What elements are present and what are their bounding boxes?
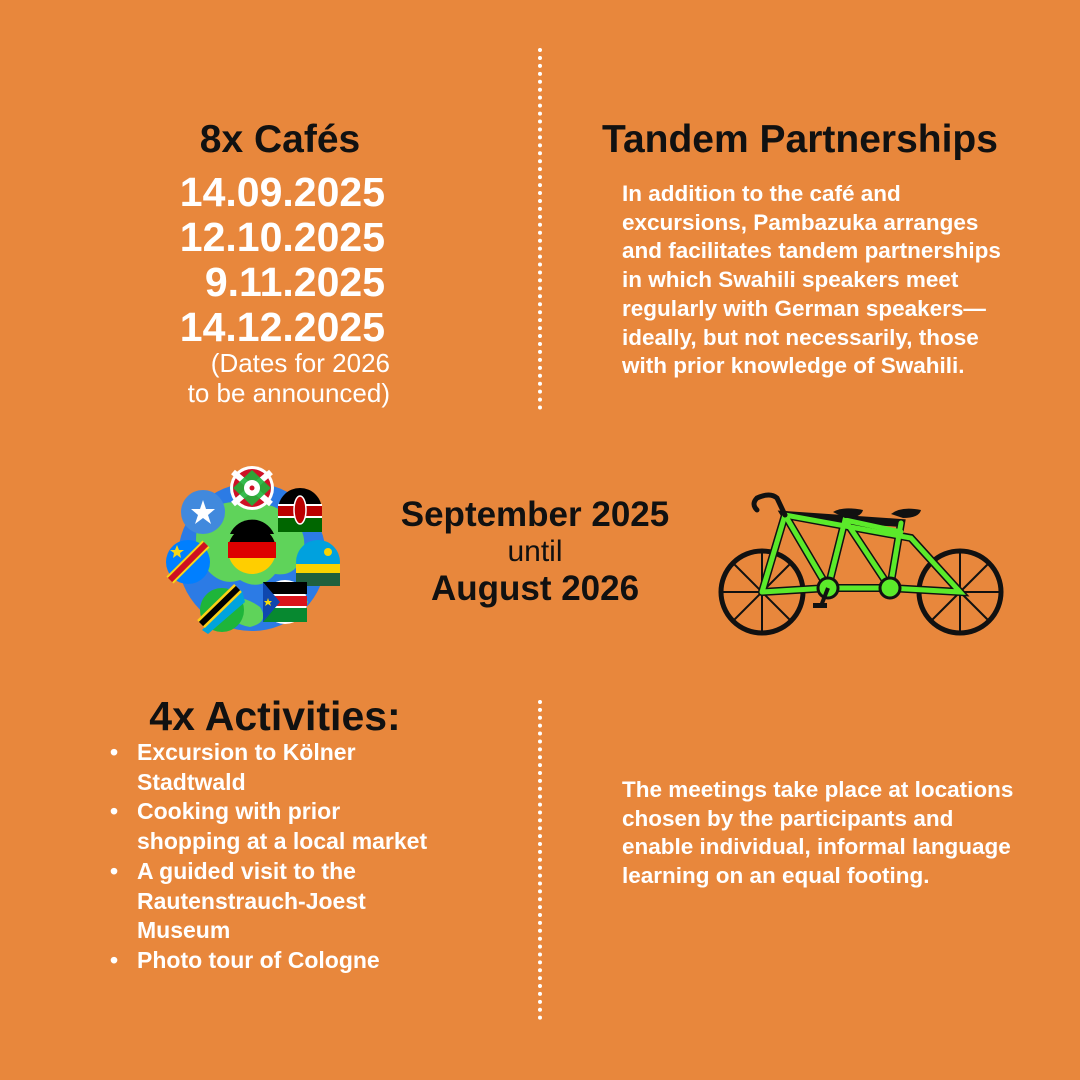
list-item: • Photo tour of Cologne [108, 946, 438, 976]
period [370, 495, 700, 609]
period-end: August 2026 [430, 569, 640, 608]
cafe-dates [100, 170, 385, 350]
top-divider [538, 48, 542, 410]
cafe-date: 14.09.2025 [179, 169, 385, 215]
meetings-description: The meetings take place at locations chosen by the participants and enable individual, informal language learning on an equal footing. [622, 777, 1014, 889]
dates-note-line: (Dates for 2026 [210, 348, 390, 378]
bottom-divider [538, 700, 542, 1020]
list-item: • A guided visit to the Rautenstrauch-Joest Museum [108, 857, 438, 946]
cafe-date: 9.11.2025 [204, 259, 385, 305]
dates-note-line: to be announced) [187, 378, 390, 408]
cafe-date: 12.10.2025 [179, 214, 385, 260]
tandem-title: Tandem Partnerships [602, 118, 998, 161]
dates-note [100, 348, 390, 408]
activities-title: 4x Activities: [149, 693, 401, 739]
cafe-date: 14.12.2025 [179, 304, 385, 350]
period-connector: until [507, 535, 563, 568]
tandem-description: In addition to the café and excursions, Pambazuka arranges and facilitates tandem partnerships in which Swahili speakers meet regularly with German speakers—ideally, but not necessarily, those with prior knowledge of Swahili. [622, 181, 1001, 379]
list-item: • Excursion to Kölner Stadtwald [108, 738, 438, 797]
period-start: September 2025 [400, 495, 670, 534]
activities-list [108, 738, 438, 976]
globe-with-flags-icon [160, 462, 345, 640]
list-item: • Cooking with prior shopping at a local market [108, 797, 438, 856]
tandem-bicycle-icon [715, 490, 1010, 640]
cafes-title: 8x Cafés [199, 118, 361, 161]
